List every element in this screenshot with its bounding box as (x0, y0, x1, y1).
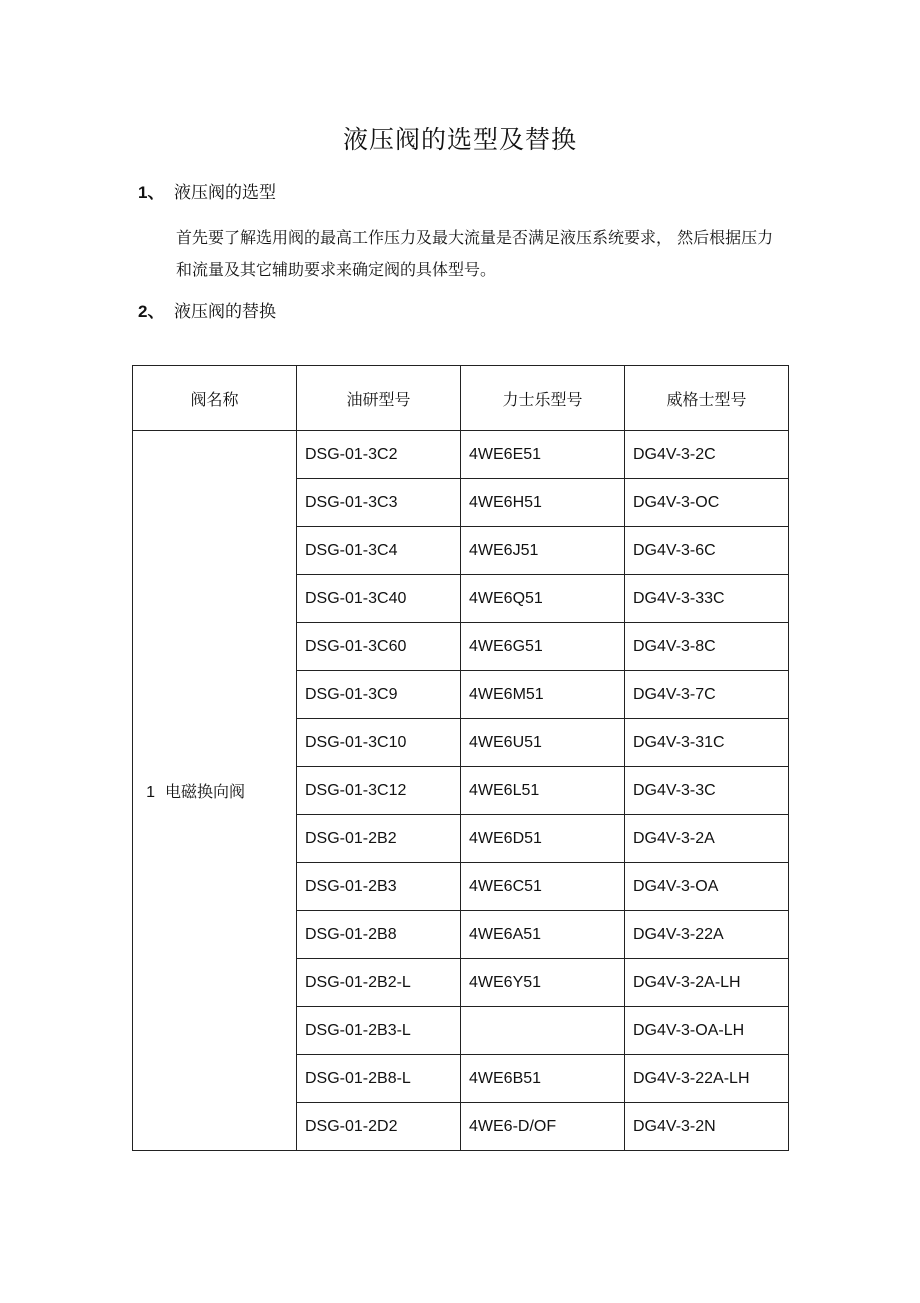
rexroth-model-cell: 4WE6G51 (461, 623, 625, 671)
rexroth-model-cell: 4WE6-D/OF (461, 1103, 625, 1151)
section-2-heading (138, 297, 276, 322)
yuken-model-cell: DSG-01-3C9 (297, 671, 461, 719)
vickers-model-cell: DG4V-3-2A (625, 815, 789, 863)
yuken-model-cell: DSG-01-3C60 (297, 623, 461, 671)
rexroth-model-cell: 4WE6A51 (461, 911, 625, 959)
rexroth-model-cell: 4WE6C51 (461, 863, 625, 911)
vickers-model-cell: DG4V-3-3C (625, 767, 789, 815)
header-yuken-model: 油研型号 (297, 366, 461, 431)
section-1-heading (138, 178, 276, 203)
rexroth-model-cell: 4WE6Q51 (461, 575, 625, 623)
rexroth-model-cell: 4WE6H51 (461, 479, 625, 527)
section-2-title: 液压阀的替换 (174, 302, 276, 322)
yuken-model-cell: DSG-01-3C4 (297, 527, 461, 575)
rexroth-model-cell: 4WE6D51 (461, 815, 625, 863)
vickers-model-cell: DG4V-3-OC (625, 479, 789, 527)
rexroth-model-cell: 4WE6J51 (461, 527, 625, 575)
rexroth-model-cell: 4WE6Y51 (461, 959, 625, 1007)
header-rexroth-model: 力士乐型号 (461, 366, 625, 431)
vickers-model-cell: DG4V-3-8C (625, 623, 789, 671)
vickers-model-cell: DG4V-3-2A-LH (625, 959, 789, 1007)
yuken-model-cell: DSG-01-2B2 (297, 815, 461, 863)
rexroth-model-cell: 4WE6U51 (461, 719, 625, 767)
rexroth-model-cell: 4WE6B51 (461, 1055, 625, 1103)
rexroth-model-cell: 4WE6E51 (461, 431, 625, 479)
yuken-model-cell: DSG-01-3C10 (297, 719, 461, 767)
section-1-title: 液压阀的选型 (174, 183, 276, 203)
vickers-model-cell: DG4V-3-7C (625, 671, 789, 719)
selection-paragraph: 首先要了解选用阀的最高工作压力及最大流量是否满足液压系统要求， 然后根据压力和流量及其它辅助要求来确定阀的具体型号。 (176, 228, 774, 279)
section-1-number: 1、 (138, 183, 165, 202)
yuken-model-cell: DSG-01-2B3-L (297, 1007, 461, 1055)
valve-name: 电磁换向阀 (165, 782, 246, 801)
table-row (133, 431, 789, 479)
vickers-model-cell: DG4V-3-22A (625, 911, 789, 959)
header-valve-name: 阀名称 (133, 366, 297, 431)
rexroth-model-cell: 4WE6L51 (461, 767, 625, 815)
yuken-model-cell: DSG-01-3C40 (297, 575, 461, 623)
valve-index: 1 (146, 784, 155, 801)
vickers-model-cell: DG4V-3-2N (625, 1103, 789, 1151)
rexroth-model-cell (461, 1007, 625, 1055)
valve-name-cell (133, 431, 297, 1151)
yuken-model-cell: DSG-01-3C12 (297, 767, 461, 815)
valve-replacement-table (132, 365, 789, 1151)
vickers-model-cell: DG4V-3-2C (625, 431, 789, 479)
yuken-model-cell: DSG-01-3C3 (297, 479, 461, 527)
table-body (133, 431, 789, 1151)
vickers-model-cell: DG4V-3-OA (625, 863, 789, 911)
document-title: 液压阀的选型及替换 (342, 125, 577, 154)
vickers-model-cell: DG4V-3-OA-LH (625, 1007, 789, 1055)
yuken-model-cell: DSG-01-2D2 (297, 1103, 461, 1151)
yuken-model-cell: DSG-01-2B8 (297, 911, 461, 959)
rexroth-model-cell: 4WE6M51 (461, 671, 625, 719)
section-2-number: 2、 (138, 302, 165, 321)
vickers-model-cell: DG4V-3-6C (625, 527, 789, 575)
yuken-model-cell: DSG-01-2B2-L (297, 959, 461, 1007)
yuken-model-cell: DSG-01-2B3 (297, 863, 461, 911)
yuken-model-cell: DSG-01-2B8-L (297, 1055, 461, 1103)
header-vickers-model: 威格士型号 (625, 366, 789, 431)
yuken-model-cell: DSG-01-3C2 (297, 431, 461, 479)
vickers-model-cell: DG4V-3-22A-LH (625, 1055, 789, 1103)
vickers-model-cell: DG4V-3-33C (625, 575, 789, 623)
table-header-row (133, 366, 789, 431)
vickers-model-cell: DG4V-3-31C (625, 719, 789, 767)
